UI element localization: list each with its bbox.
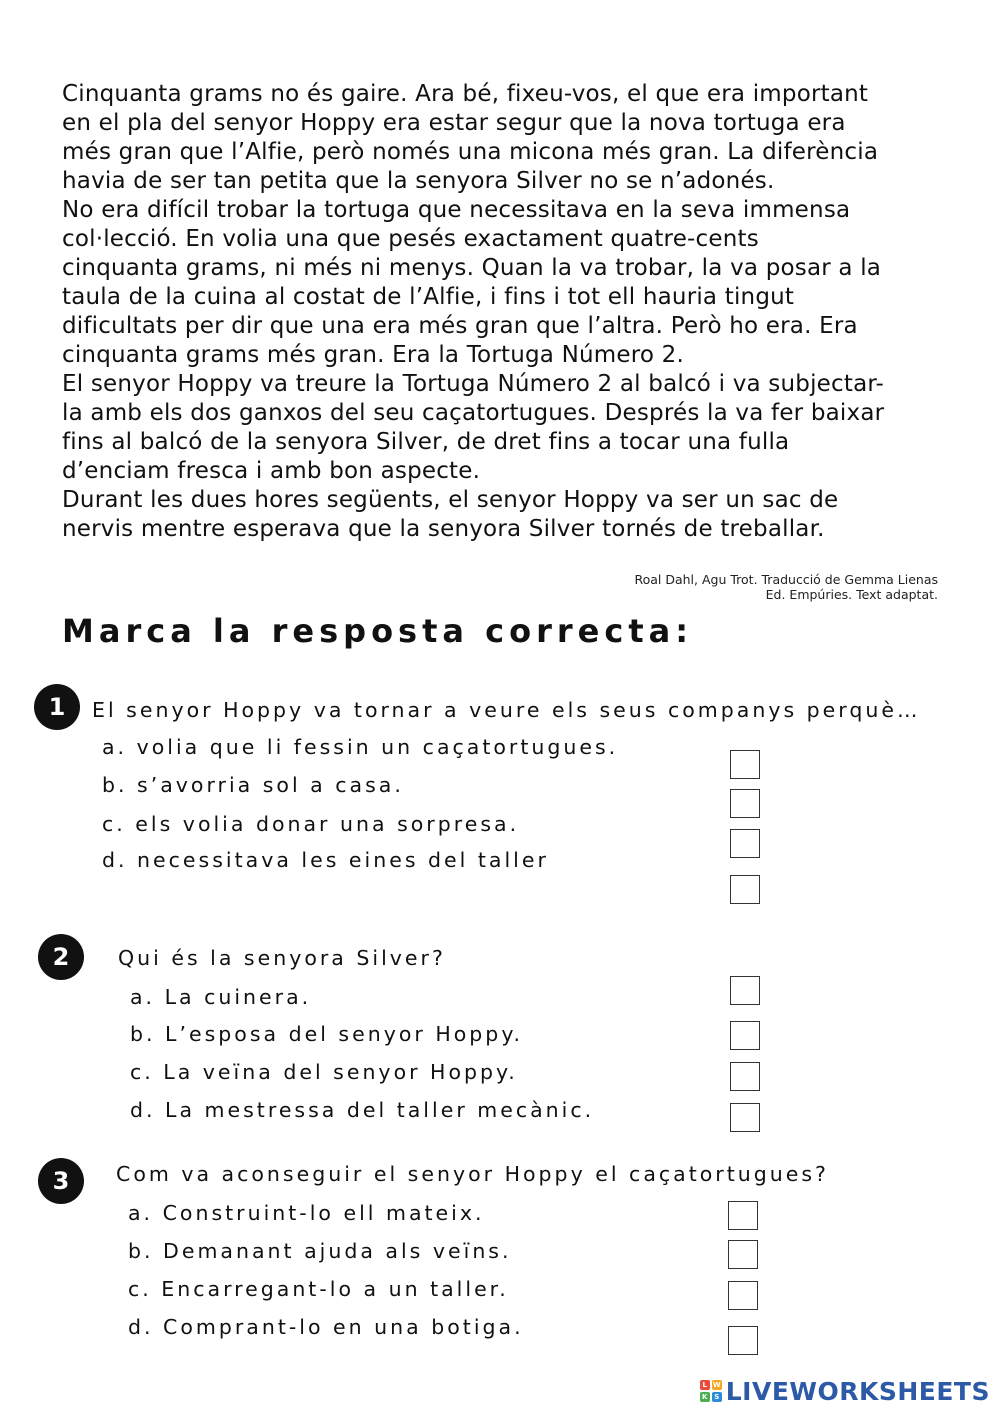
question-1-text: El senyor Hoppy va tornar a veure els seus companys perquè…: [92, 698, 921, 722]
passage-line: El senyor Hoppy va treure la Tortuga Número 2 al balcó i va subjectar-: [62, 371, 885, 397]
question-2-option-c: c. La veïna del senyor Hoppy.: [130, 1060, 518, 1084]
question-3-option-b: b. Demanant ajuda als veïns.: [128, 1239, 512, 1263]
question-3-option-c: c. Encarregant-lo a un taller.: [128, 1277, 509, 1301]
question-number-badge: 3: [38, 1158, 84, 1204]
exercise-heading: Marca la resposta correcta:: [62, 612, 693, 650]
credit-line-1: Roal Dahl, Agu Trot. Traducció de Gemma Lienas: [634, 572, 938, 587]
reading-passage: [62, 80, 962, 544]
brand-name: LIVEWORKSHEETS: [725, 1376, 990, 1406]
passage-line: taula de la cuina al costat de l’Alfie, i fins i tot ell hauria tingut: [62, 284, 795, 310]
passage-line: fins al balcó de la senyora Silver, de dret fins a tocar una fulla: [62, 429, 790, 455]
passage-line: cinquanta grams més gran. Era la Tortuga Número 2.: [62, 342, 685, 368]
question-1-option-d: d. necessitava les eines del taller: [102, 848, 549, 872]
passage-line: No era difícil trobar la tortuga que necessitava en la seva immensa: [62, 197, 851, 223]
passage-line: la amb els dos ganxos del seu caçatortugues. Després la va fer baixar: [62, 400, 885, 426]
passage-line: d’enciam fresca i amb bon aspecte.: [62, 458, 481, 484]
passage-line: Cinquanta grams no és gaire. Ara bé, fixeu-vos, el que era important: [62, 81, 869, 107]
question-2-checkbox-b[interactable]: [730, 1021, 760, 1050]
passage-line: Durant les dues hores següents, el senyor Hoppy va ser un sac de: [62, 487, 839, 513]
question-3-checkbox-b[interactable]: [728, 1240, 758, 1269]
question-2-checkbox-a[interactable]: [730, 976, 760, 1005]
question-2-option-a: a. La cuinera.: [130, 985, 312, 1009]
question-2-option-b: b. L’esposa del senyor Hoppy.: [130, 1022, 524, 1046]
passage-line: havia de ser tan petita que la senyora Silver no se n’adonés.: [62, 168, 775, 194]
question-3-text: Com va aconseguir el senyor Hoppy el caçatortugues?: [116, 1162, 829, 1186]
question-3-option-a: a. Construint-lo ell mateix.: [128, 1201, 485, 1225]
question-1-option-c: c. els volia donar una sorpresa.: [102, 812, 520, 836]
question-2-checkbox-d[interactable]: [730, 1103, 760, 1132]
passage-line: més gran que l’Alfie, però només una micona més gran. La diferència: [62, 139, 879, 165]
liveworksheets-logo-icon: L W K S: [700, 1380, 722, 1402]
question-1-checkbox-c[interactable]: [730, 829, 760, 858]
question-3-checkbox-d[interactable]: [728, 1326, 758, 1355]
question-number-badge: 2: [38, 934, 84, 980]
question-2-text: Qui és la senyora Silver?: [118, 946, 446, 970]
question-2-option-d: d. La mestressa del taller mecànic.: [130, 1098, 595, 1122]
question-1-checkbox-a[interactable]: [730, 750, 760, 779]
passage-line: cinquanta grams, ni més ni menys. Quan la va trobar, la va posar a la: [62, 255, 882, 281]
liveworksheets-brand: [700, 1376, 990, 1406]
question-3-option-d: d. Comprant-lo en una botiga.: [128, 1315, 524, 1339]
question-1-option-b: b. s’avorria sol a casa.: [102, 773, 404, 797]
question-1-checkbox-b[interactable]: [730, 789, 760, 818]
passage-line: dificultats per dir que una era més gran que l’altra. Però ho era. Era: [62, 313, 858, 339]
question-2-checkbox-c[interactable]: [730, 1062, 760, 1091]
question-1-checkbox-d[interactable]: [730, 875, 760, 904]
question-3-checkbox-a[interactable]: [728, 1201, 758, 1230]
passage-line: col·lecció. En volia una que pesés exactament quatre-cents: [62, 226, 759, 252]
source-credit: [634, 572, 938, 602]
credit-line-2: Ed. Empúries. Text adaptat.: [765, 587, 938, 602]
passage-line: nervis mentre esperava que la senyora Silver tornés de treballar.: [62, 516, 825, 542]
question-3-checkbox-c[interactable]: [728, 1281, 758, 1310]
passage-line: en el pla del senyor Hoppy era estar segur que la nova tortuga era: [62, 110, 846, 136]
question-number-badge: 1: [34, 684, 80, 730]
question-1-option-a: a. volia que li fessin un caçatortugues.: [102, 735, 619, 759]
